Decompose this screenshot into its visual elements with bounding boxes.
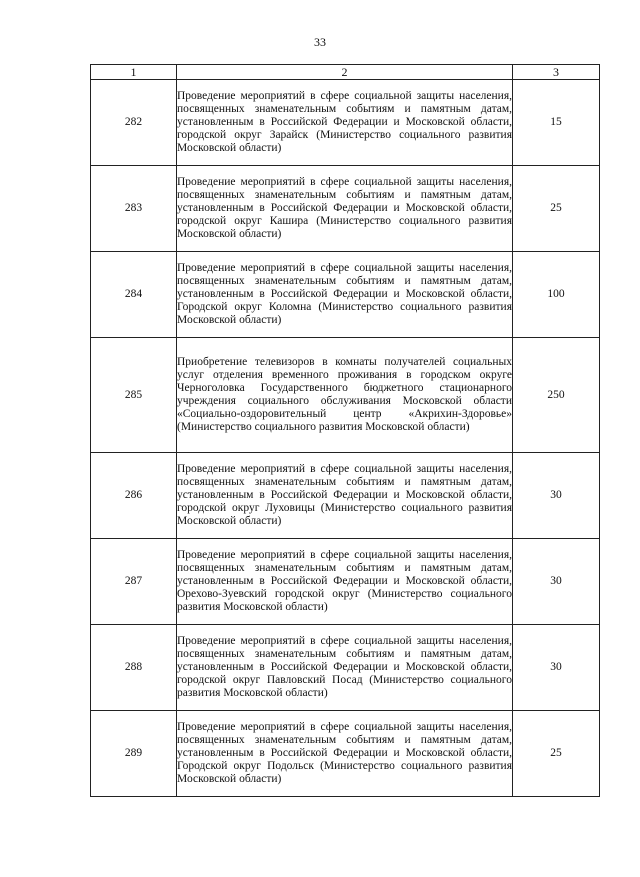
table-row xyxy=(91,80,600,166)
row-number: 287 xyxy=(91,539,177,625)
row-description xyxy=(177,338,513,453)
row-description-text: Проведение мероприятий в сфере социальной защиты населения, посвященных знаменательным событиям и памятным датам, установленным в Российской Федерации и Московской области, Орехово-Зуевский городской округ (Министерство социального развития Московской области) xyxy=(177,549,512,613)
column-number-2: 2 xyxy=(177,65,513,80)
row-description xyxy=(177,252,513,338)
row-amount: 15 xyxy=(513,80,600,166)
table-row xyxy=(91,711,600,797)
row-number: 284 xyxy=(91,252,177,338)
row-description-text: Приобретение телевизоров в комнаты получателей социальных услуг отделения временного проживания в городском округе Черноголовка Государственного бюджетного стационарного учреждения социального обслуживания Московской области «Социально-оздоровительный центр «Акрихин-Здоровье» (Министерство социального развития Московской области) xyxy=(177,356,512,433)
column-number-3: 3 xyxy=(513,65,600,80)
row-number: 283 xyxy=(91,166,177,252)
row-number: 285 xyxy=(91,338,177,453)
table-row xyxy=(91,539,600,625)
row-amount: 25 xyxy=(513,166,600,252)
row-number: 286 xyxy=(91,453,177,539)
row-amount: 30 xyxy=(513,539,600,625)
row-amount: 100 xyxy=(513,252,600,338)
row-description xyxy=(177,625,513,711)
table-row xyxy=(91,166,600,252)
row-number: 289 xyxy=(91,711,177,797)
row-description-text: Проведение мероприятий в сфере социальной защиты населения, посвященных знаменательным событиям и памятным датам, установленным в Российской Федерации и Московской области, городской округ Зарайск (Министерство социального развития Московской области) xyxy=(177,90,512,154)
row-amount: 30 xyxy=(513,625,600,711)
row-amount: 25 xyxy=(513,711,600,797)
row-description-text: Проведение мероприятий в сфере социальной защиты населения, посвященных знаменательным событиям и памятным датам, установленным в Российской Федерации и Московской области, Городской округ Подольск (Министерство социального развития Московской области) xyxy=(177,721,512,785)
row-amount: 30 xyxy=(513,453,600,539)
row-number: 282 xyxy=(91,80,177,166)
table-row xyxy=(91,625,600,711)
row-description xyxy=(177,80,513,166)
table-row xyxy=(91,252,600,338)
row-number: 288 xyxy=(91,625,177,711)
row-description-text: Проведение мероприятий в сфере социальной защиты населения, посвященных знаменательным событиям и памятным датам, установленным в Российской Федерации и Московской области, городской округ Кашира (Министерство социального развития Московской области) xyxy=(177,176,512,240)
row-description xyxy=(177,539,513,625)
row-description-text: Проведение мероприятий в сфере социальной защиты населения, посвященных знаменательным событиям и памятным датам, установленным в Российской Федерации и Московской области, Городской округ Коломна (Министерство социального развития Московской области) xyxy=(177,262,512,326)
table-row xyxy=(91,338,600,453)
row-amount: 250 xyxy=(513,338,600,453)
row-description xyxy=(177,711,513,797)
table-row xyxy=(91,453,600,539)
page-number: 33 xyxy=(314,35,326,49)
appropriations-table xyxy=(90,64,600,797)
column-number-1: 1 xyxy=(91,65,177,80)
table-header-row xyxy=(91,65,600,80)
row-description-text: Проведение мероприятий в сфере социальной защиты населения, посвященных знаменательным событиям и памятным датам, установленным в Российской Федерации и Московской области, городской округ Луховицы (Министерство социального развития Московской области) xyxy=(177,463,512,527)
row-description xyxy=(177,453,513,539)
row-description xyxy=(177,166,513,252)
row-description-text: Проведение мероприятий в сфере социальной защиты населения, посвященных знаменательным событиям и памятным датам, установленным в Российской Федерации и Московской области, городской округ Павловский Посад (Министерство социального развития Московской области) xyxy=(177,635,512,699)
